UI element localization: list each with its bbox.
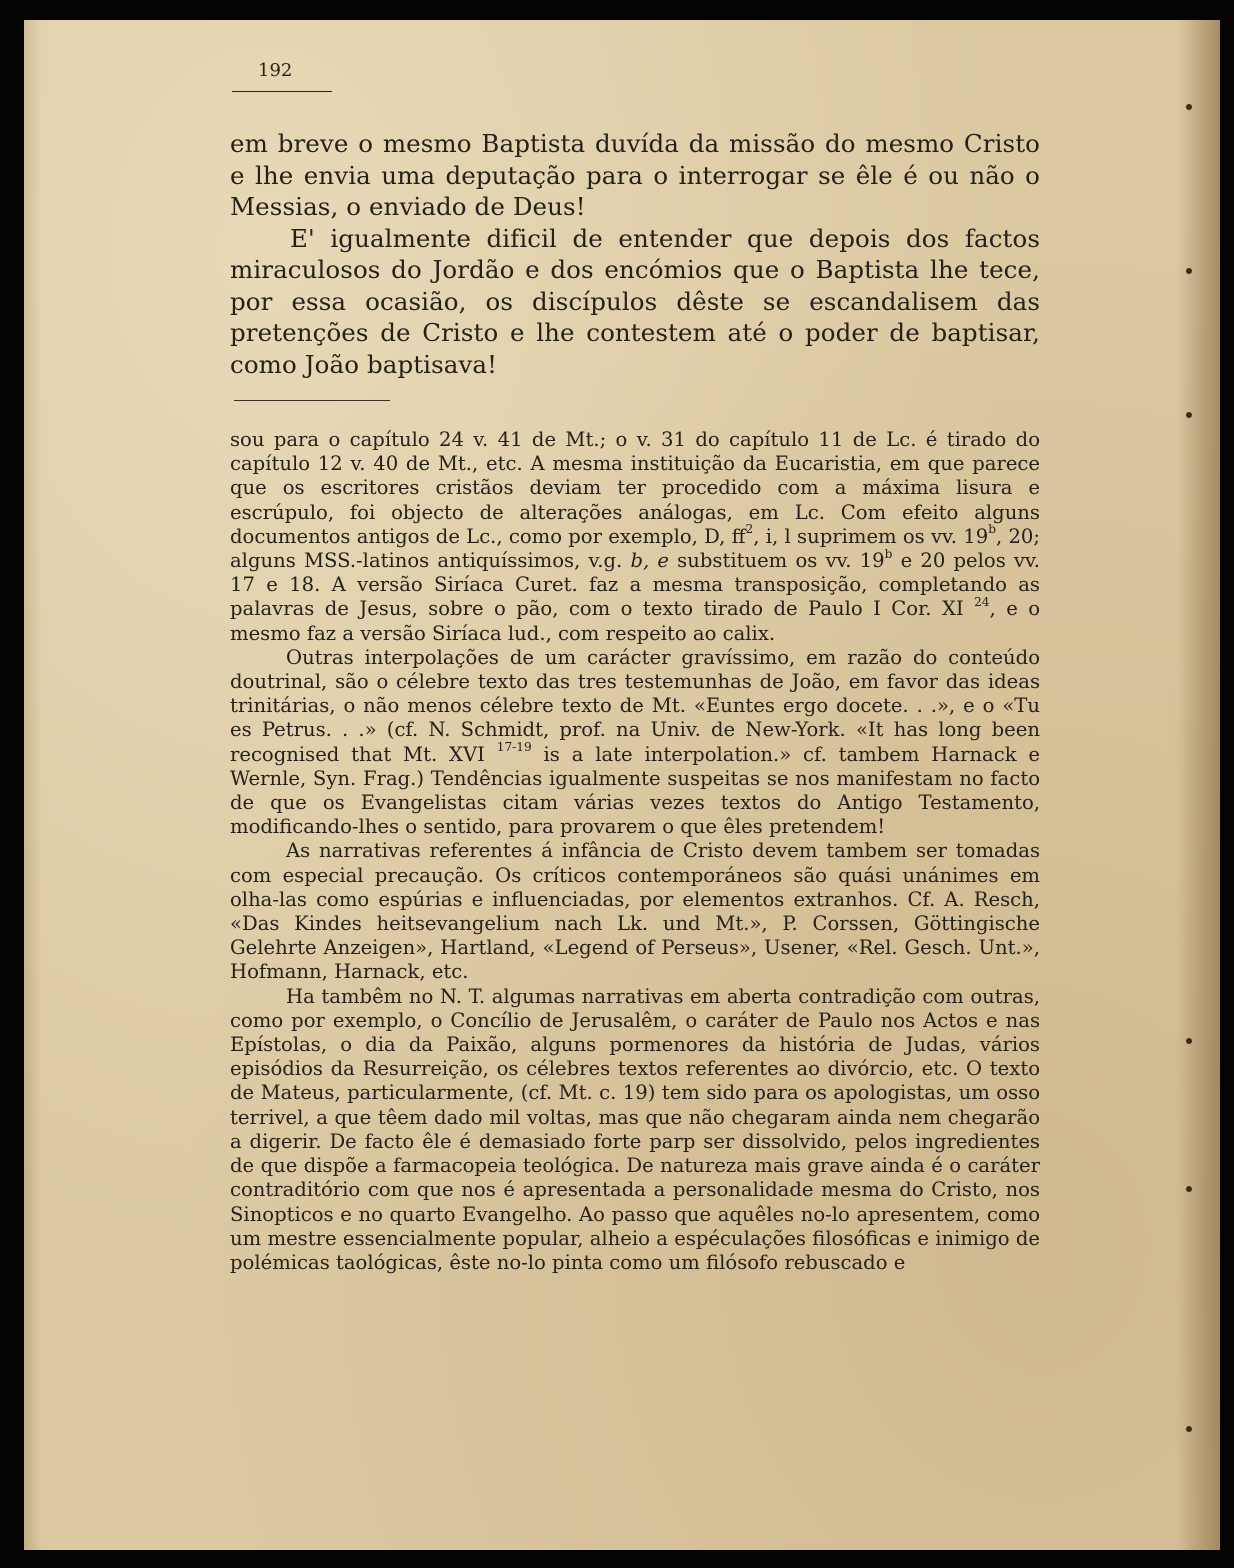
footnote-text-run: sou para o capítulo 24 v. 41 de Mt.; o v. 31 do capítulo 11 de Lc. é tirado do capítulo 12 v. 40 de Mt., etc. A mesma instituição da Eucaristia, em que parece que os escritores cristãos deviam ter procedido com a máxima lisura e escrúpulo, foi objecto de alterações análogas, em Lc. Com efeito alguns documentos antigos de Lc., como por exemplo, D, ff xyxy=(230,428,1040,548)
main-paragraph: E' igualmente dificil de entender que depois dos factos miraculosos do Jordão e dos encómios que o Baptista lhe tece, por essa ocasião, os discípulos dêste se escandalisem das pretenções de Cristo e lhe contestem até o poder de baptisar, como João baptisava! xyxy=(230,223,1040,379)
superscript: 2 xyxy=(745,522,754,537)
italic-text: b, e xyxy=(630,549,669,573)
footnote-text-run: , e o mesmo faz a versão Siríaca lud., com respeito ao calix. xyxy=(230,597,1041,645)
superscript: 24 xyxy=(974,595,990,610)
main-text xyxy=(230,128,1040,380)
footnote-text-run: , i, l suprimem os vv. 19 xyxy=(753,524,989,548)
page-fold-shadow xyxy=(1174,20,1220,1550)
footnote-paragraph: Ha tambêm no N. T. algumas narrativas em aberta contradição com outras, como por exemplo, o Concílio de Jerusalêm, o caráter de Paulo nos Actos e nas Epístolas, o dia da Paixão, alguns pormenores da história de Judas, vários episódios da Resurreição, os célebres textos referentes ao divórcio, etc. O texto de Mateus, particularmente, (cf. Mt. c. 19) tem sido para os apologistas, um osso terrivel, a que têem dado mil voltas, mas que não chegaram ainda nem chegarão a digerir. De facto êle é demasiado forte parp ser dissolvido, pelos ingredientes de que dispõe a farmacopeia teológica. De natureza mais grave ainda é o caráter contraditório com que nos é apresentada a personalidade mesma do Cristo, nos Sinopticos e no quarto Evangelho. Ao passo que aquêles no-lo apresentem, como um mestre essencialmente popular, alheio a espéculações filosóficas e inimigo de polémicas taológicas, êste no-lo pinta como um filósofo rebuscado e xyxy=(230,984,1040,1274)
binding-mark xyxy=(1186,1426,1192,1432)
footnote-text-run: , 20; alguns MSS.-latinos antiquíssimos, v.g. xyxy=(230,524,1040,573)
footnote-text-run: Outras interpolações de um carácter gravíssimo, em razão do conteúdo doutrinal, são o célebre texto das tres testemunhas de João, em favor das ideas trinitárias, o não menos célebre texto de Mt. «Euntes ergo docete. . .», e o «Tu es Petrus. . .» (cf. N. Schmidt, prof. na Univ. de New-York. «It has long been recognised that Mt. XVI xyxy=(230,645,1040,766)
footnote-text-run: is a late interpolation.» cf. tambem Harnack e Wernle, Syn. Frag.) Tendências igualmente suspeitas se nos manifestam no facto de que os Evangelistas citam várias vezes textos do Antigo Testamento, modificando-lhes o sentido, para provarem o que êles pretendem! xyxy=(230,742,1041,839)
binding-mark xyxy=(1186,104,1192,110)
binding-mark xyxy=(1186,412,1192,418)
superscript: b xyxy=(988,522,996,537)
binding-mark xyxy=(1186,268,1192,274)
footnote-text-run: substituem os vv. 19 xyxy=(669,549,885,573)
footnote-separator xyxy=(234,400,390,401)
binding-mark xyxy=(1186,1038,1192,1044)
page-number: 192 xyxy=(258,60,293,81)
footnote-text-run: e 20 pelos vv. 17 e 18. A versão Siríaca Curet. faz a mesma transposição, completando as palavras de Jesus, sobre o pão, com o texto tirado de Paulo I Cor. XI xyxy=(230,549,1040,621)
footnote-paragraph: As narrativas referentes á infância de Cristo devem tambem ser tomadas com especial precaução. Os críticos contemporáneos são quási unánimes em olha-las como espúrias e influenciadas, por elementos extranhos. Cf. A. Resch, «Das Kindes heitsevangelium nach Lk. und Mt.», P. Corssen, Göttingische Gelehrte Anzeigen», Hartland, «Legend of Perseus», Usener, «Rel. Gesch. Unt.», Hofmann, Harnack, etc. xyxy=(230,839,1040,984)
main-paragraph: em breve o mesmo Baptista duvída da missão do mesmo Cristo e lhe envia uma deputação para o interrogar se êle é ou não o Messias, o enviado de Deus! xyxy=(230,129,1040,221)
book-page xyxy=(24,20,1220,1550)
footnote-text xyxy=(230,428,1040,1275)
footnote-paragraph xyxy=(230,646,1040,840)
footnote-paragraph xyxy=(230,428,1040,646)
page-number-rule xyxy=(232,91,332,92)
superscript: b xyxy=(884,546,893,561)
superscript: 17-19 xyxy=(496,740,532,755)
binding-mark xyxy=(1186,1186,1192,1192)
